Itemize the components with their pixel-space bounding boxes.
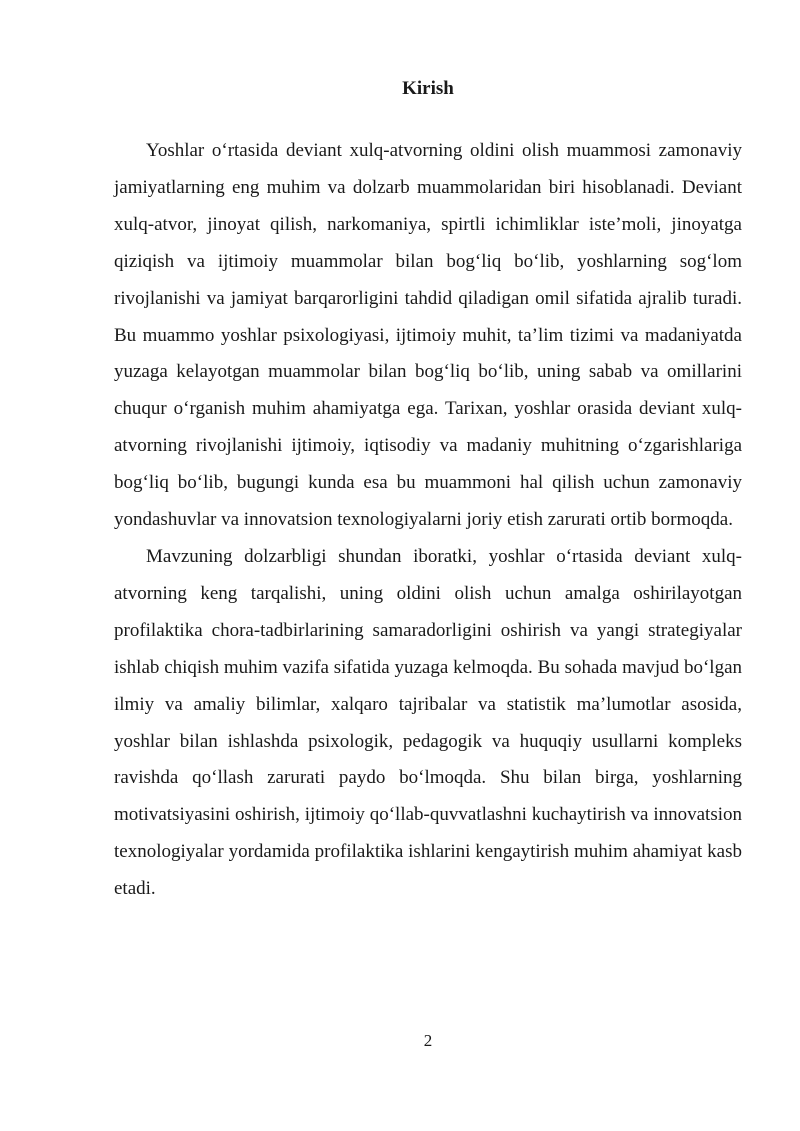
- paragraph-2: Mavzuning dolzarbligi shundan iboratki, yoshlar o‘rtasida deviant xulq-atvorning keng tarqalishi, uning oldini olish uchun amalga oshirilayotgan profilaktika chora-tadbirlarining samaradorligini oshirish va yangi strategiyalar ishlab chiqish muhim vazifa sifatida yuzaga kelmoqda. Bu sohada mavjud bo‘lgan ilmiy va amaliy bilimlar, xalqaro tajribalar va statistik ma’lumotlar asosida, yoshlar bilan ishlashda psixologik, pedagogik va huquqiy usullarni kompleks ravishda qo‘llash zarurati paydo bo‘lmoqda. Shu bilan birga, yoshlarning motivatsiyasini oshirish, ijtimoiy qo‘llab-quvvatlashni kuchaytirish va innovatsion texnologiyalar yordamida profilaktika ishlarini kengaytirish muhim ahamiyat kasb etadi.: [114, 545, 742, 900]
- page-number: 2: [423, 1031, 433, 1050]
- paragraph-1: Yoshlar o‘rtasida deviant xulq-atvorning oldini olish muammosi zamonaviy jamiyatlarning eng muhim va dolzarb muammolaridan biri hisoblanadi. Deviant xulq-atvor, jinoyat qilish, narkomaniya, spirtli ichimliklar iste’moli, jinoyatga qiziqish va ijtimoiy muammolar bilan bog‘liq bo‘lib, yoshlarning sog‘lom rivojlanishi va jamiyat barqarorligini tahdid qiladigan omil sifatida ajralib turadi. Bu muammo yoshlar psixologiyasi, ijtimoiy muhit, ta’lim tizimi va madaniyatda yuzaga kelayotgan muammolar bilan bog‘liq bo‘lib, uning sabab va omillarini chuqur o‘rganish muhim ahamiyatga ega. Tarixan, yoshlar orasida deviant xulq-atvorning rivojlanishi ijtimoiy, iqtisodiy va madaniy muhitning o‘zgarishlariga bog‘liq bo‘lib, bugungi kunda esa bu muammoni hal qilish uchun zamonaviy yondashuvlar va innovatsion texnologiyalarni joriy etish zarurati ortib bormoqda.: [114, 140, 742, 531]
- body-text: [114, 133, 742, 908]
- page-title: Kirish: [402, 78, 454, 99]
